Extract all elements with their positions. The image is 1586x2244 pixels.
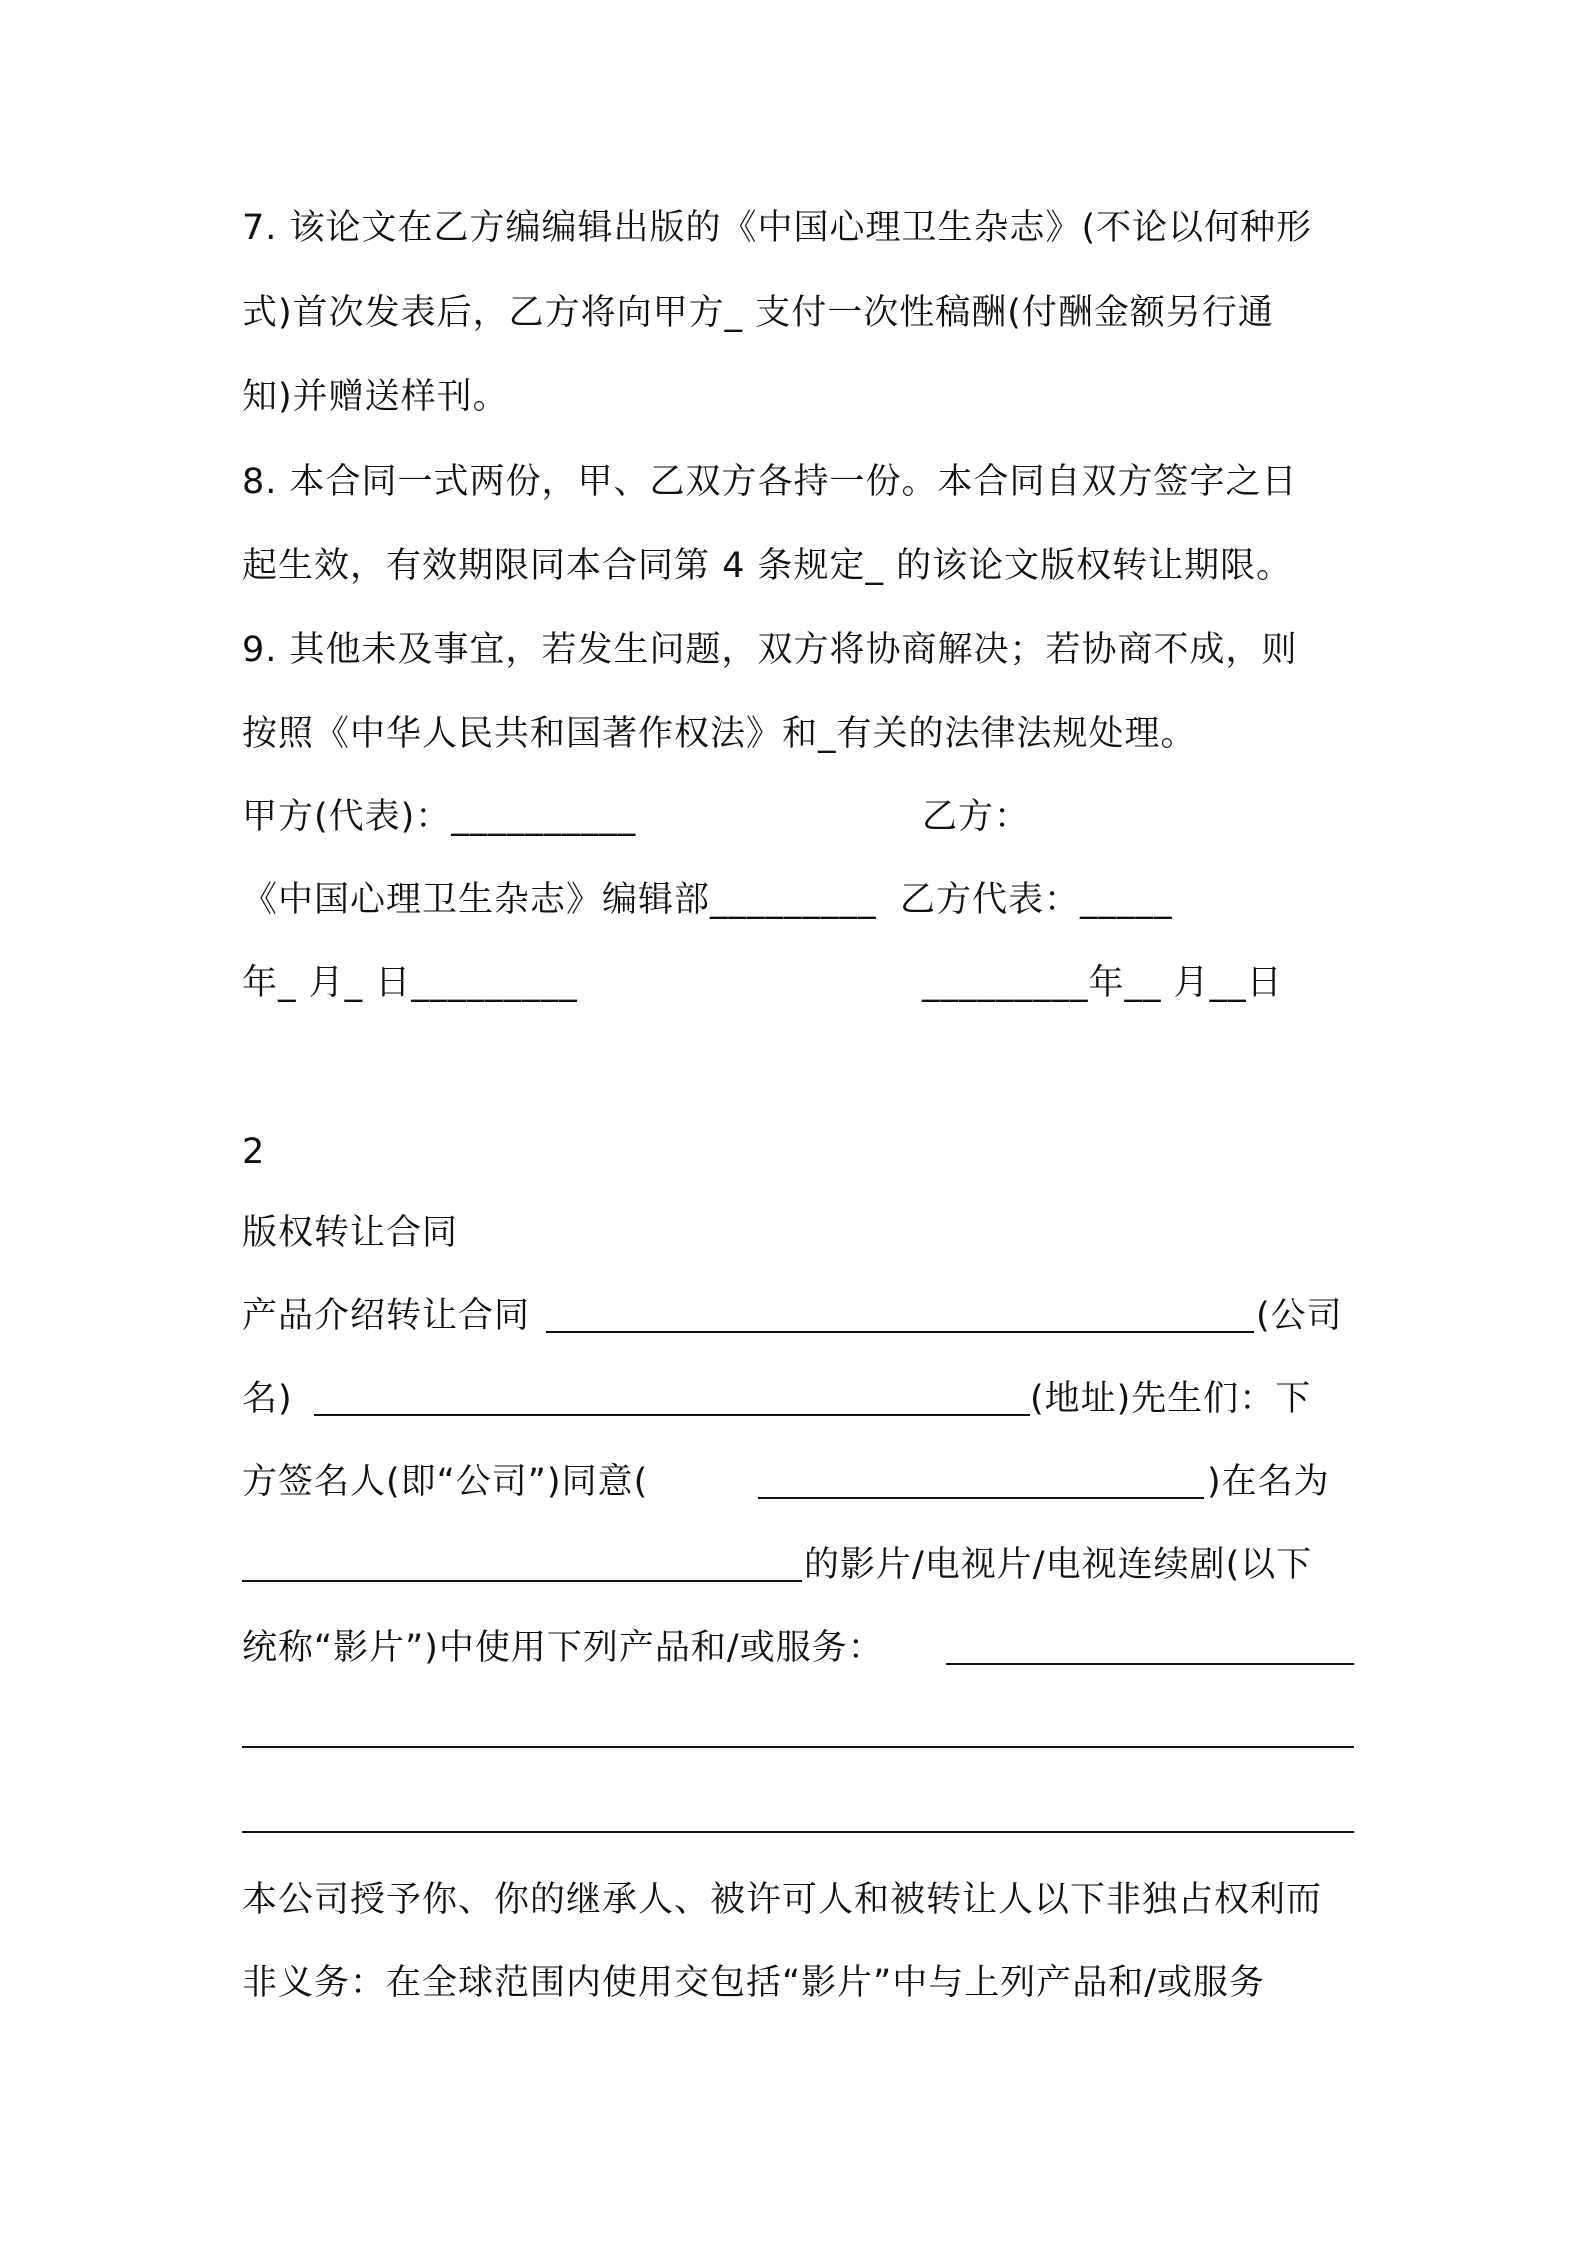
contract-line-5 xyxy=(242,1618,1354,1678)
item-7-line-3: 知)并赠送样刊。 xyxy=(242,377,509,417)
contract-line-3 xyxy=(242,1452,1354,1512)
contract-line-4-suffix: 的影片/电视片/电视连续剧(以下 xyxy=(804,1545,1313,1585)
contract-line-1 xyxy=(242,1286,1354,1346)
contract-line-8: 本公司授予你、你的继承人、被许可人和被转让人以下非独占权利而 xyxy=(242,1880,1323,1920)
blank-products-3[interactable] xyxy=(242,1831,1354,1833)
blank-products-1[interactable] xyxy=(946,1663,1354,1665)
contract-line-1-suffix: (公司 xyxy=(1256,1296,1343,1336)
contract-line-2-prefix: 名) xyxy=(242,1379,293,1419)
party-b-rep: 乙方代表：_____ xyxy=(900,880,1173,920)
contract-line-3-prefix: 方签名人(即“公司”)同意( xyxy=(242,1462,649,1502)
party-a-org: 《中国心理卫生杂志》编辑部_________ xyxy=(242,880,877,920)
blank-film-name[interactable] xyxy=(242,1580,802,1582)
signature-row-2 xyxy=(242,870,1354,930)
contract-line-4 xyxy=(242,1535,1354,1595)
item-8-line-2: 起生效，有效期限同本合同第 4 条规定_ 的该论文版权转让期限。 xyxy=(242,546,1293,586)
party-b-date: _________年__ 月__日 xyxy=(922,963,1283,1003)
contract-line-9: 非义务：在全球范围内使用交包括“影片”中与上列产品和/或服务 xyxy=(242,1963,1266,2003)
signature-row-1 xyxy=(242,787,1354,847)
party-a-label: 甲方(代表)：__________ xyxy=(242,797,637,837)
blank-address[interactable] xyxy=(314,1414,1030,1416)
contract-line-5-prefix: 统称“影片”)中使用下列产品和/或服务： xyxy=(242,1628,884,1668)
contract-line-1-text: 产品介绍转让合同 xyxy=(242,1296,531,1336)
item-9-line-1: 9. 其他未及事宜，若发生问题，双方将协商解决；若协商不成，则 xyxy=(242,630,1298,670)
signature-row-3 xyxy=(242,953,1354,1013)
blank-consent[interactable] xyxy=(758,1497,1204,1499)
party-a-date: 年_ 月_ 日_________ xyxy=(242,963,578,1003)
contract-line-2-suffix: (地址)先生们：下 xyxy=(1030,1379,1312,1419)
contract-title: 版权转让合同 xyxy=(242,1213,459,1253)
contract-line-2 xyxy=(242,1369,1354,1429)
blank-company-name[interactable] xyxy=(546,1331,1254,1333)
item-9-line-2: 按照《中华人民共和国著作权法》和_有关的法律法规处理。 xyxy=(242,714,1197,754)
item-7-line-1: 7. 该论文在乙方编编辑出版的《中国心理卫生杂志》(不论以何种形 xyxy=(242,208,1313,248)
section-number: 2 xyxy=(242,1132,266,1172)
party-b-label: 乙方： xyxy=(922,797,1031,837)
item-8-line-1: 8. 本合同一式两份，甲、乙双方各持一份。本合同自双方签字之日 xyxy=(242,462,1298,502)
blank-products-2[interactable] xyxy=(242,1746,1354,1748)
item-7-line-2: 式)首次发表后，乙方将向甲方_ 支付一次性稿酬(付酬金额另行通 xyxy=(242,293,1274,333)
contract-line-3-suffix: )在名为 xyxy=(1207,1462,1330,1502)
